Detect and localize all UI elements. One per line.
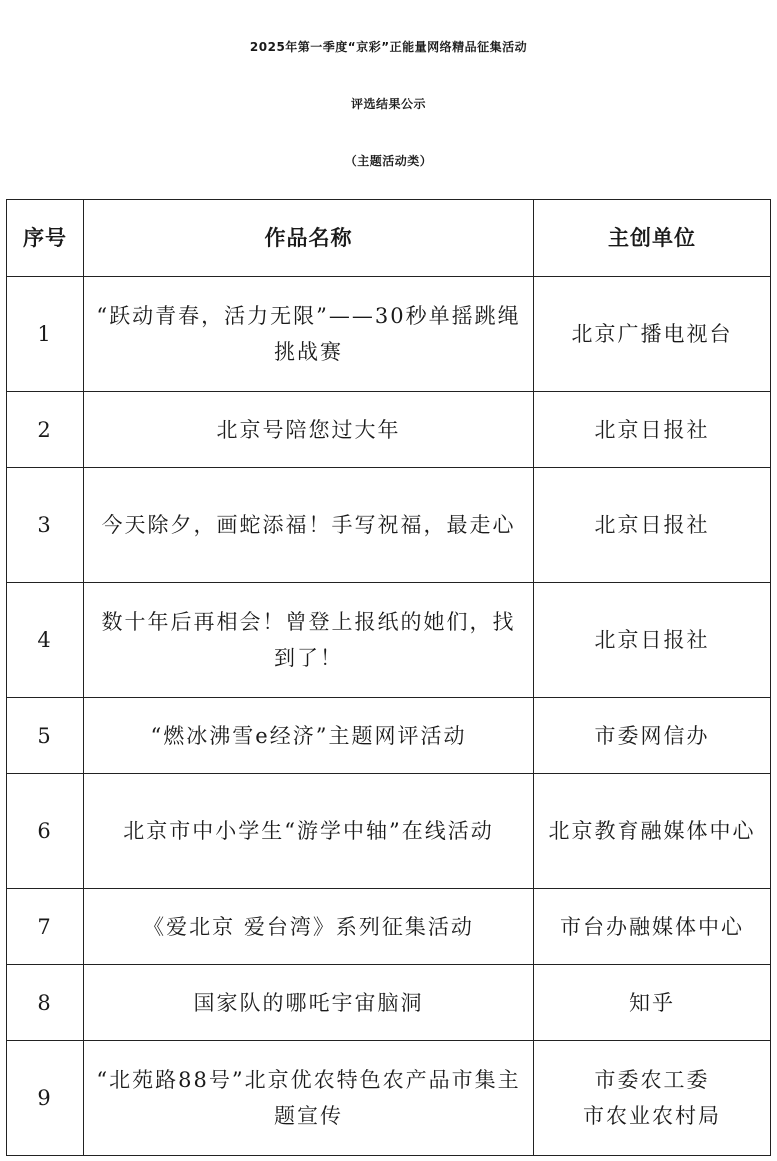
table-row xyxy=(7,1041,771,1156)
row-work-title: 北京号陪您过大年 xyxy=(84,392,534,468)
row-unit: 市台办融媒体中心 xyxy=(534,889,771,965)
row-unit: 北京广播电视台 xyxy=(534,277,771,392)
table-row xyxy=(7,698,771,774)
row-index: 6 xyxy=(7,774,84,889)
row-index: 4 xyxy=(7,583,84,698)
row-index: 5 xyxy=(7,698,84,774)
row-unit: 知乎 xyxy=(534,965,771,1041)
row-index: 7 xyxy=(7,889,84,965)
document-category: （主题活动类） xyxy=(344,154,433,168)
row-work-title: “北苑路88号”北京优农特色农产品市集主题宣传 xyxy=(84,1041,534,1156)
row-index: 1 xyxy=(7,277,84,392)
row-unit-cell xyxy=(534,1041,771,1156)
table-row xyxy=(7,277,771,392)
document-subtitle: 评选结果公示 xyxy=(350,97,426,111)
row-index: 2 xyxy=(7,392,84,468)
header-index: 序号 xyxy=(7,200,84,277)
row-work-title: 今天除夕，画蛇添福！手写祝福，最走心 xyxy=(84,468,534,583)
row-index: 3 xyxy=(7,468,84,583)
row-unit: 市委网信办 xyxy=(534,698,771,774)
row-work-title: 国家队的哪吒宇宙脑洞 xyxy=(84,965,534,1041)
row-work-title: “跃动青春，活力无限”——30秒单摇跳绳挑战赛 xyxy=(84,277,534,392)
table-row xyxy=(7,774,771,889)
header-unit: 主创单位 xyxy=(534,200,771,277)
row-unit-secondary: 市农业农村局 xyxy=(583,1104,721,1128)
row-index: 9 xyxy=(7,1041,84,1156)
header-work-title: 作品名称 xyxy=(84,200,534,277)
table-row xyxy=(7,583,771,698)
table-row xyxy=(7,468,771,583)
row-unit: 市委农工委 xyxy=(594,1068,710,1092)
document-title: 2025年第一季度“京彩”正能量网络精品征集活动 xyxy=(249,40,528,54)
row-unit: 北京日报社 xyxy=(534,468,771,583)
table-header-row xyxy=(7,200,771,277)
row-unit: 北京教育融媒体中心 xyxy=(534,774,771,889)
results-table xyxy=(6,199,771,1156)
row-work-title: 《爱北京 爱台湾》系列征集活动 xyxy=(84,889,534,965)
table-row xyxy=(7,965,771,1041)
table-row xyxy=(7,889,771,965)
row-unit: 北京日报社 xyxy=(534,583,771,698)
row-unit: 北京日报社 xyxy=(534,392,771,468)
row-work-title: “燃冰沸雪e经济”主题网评活动 xyxy=(84,698,534,774)
row-index: 8 xyxy=(7,965,84,1041)
table-row xyxy=(7,392,771,468)
row-work-title: 数十年后再相会！曾登上报纸的她们，找到了！ xyxy=(84,583,534,698)
row-work-title: 北京市中小学生“游学中轴”在线活动 xyxy=(84,774,534,889)
